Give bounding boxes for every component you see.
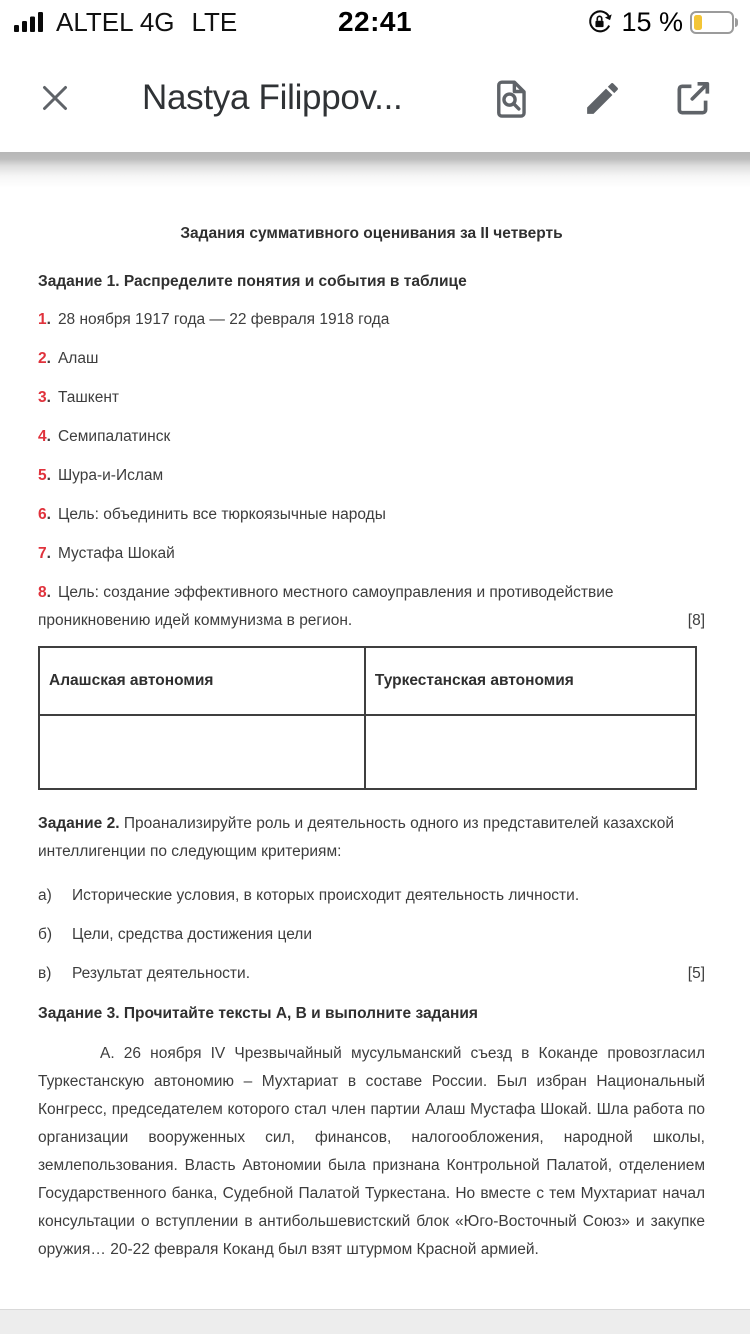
file-title: Nastya Filippov... [142, 78, 403, 117]
open-in-button[interactable] [672, 77, 714, 119]
close-icon [34, 77, 76, 119]
toolbar-shadow [0, 152, 750, 190]
task2-points: [5] [687, 964, 705, 982]
table-header-alash: Алашская автономия [39, 647, 365, 715]
list-item: 1. 28 ноября 1917 года — 22 февраля 1918 года [38, 311, 390, 328]
answer-table [38, 646, 697, 790]
list-item: 5. Шура-и-Ислам [38, 467, 164, 484]
close-button[interactable] [34, 77, 76, 119]
item-text: Ташкент [57, 389, 119, 406]
status-bar [0, 0, 750, 44]
item-text: Семипалатинск [57, 428, 171, 445]
list-item: 2. Алаш [38, 350, 99, 367]
criterion-row: а) Исторические условия, в которых происходит деятельность личности. [38, 882, 705, 910]
network-type-label: LTE [191, 6, 238, 37]
table-cell-empty [39, 715, 365, 789]
item-text: Цель: создание эффективного местного самоуправления и противодействие проникновению идей коммунизма в регион. [38, 584, 614, 629]
document-heading: Задания суммативного оценивания за II четверть [180, 225, 563, 242]
task2-heading: Задание 2. [38, 815, 120, 832]
list-item: 6. Цель: объединить все тюркоязычные народы [38, 506, 386, 523]
rotation-lock-icon [585, 8, 614, 37]
carrier-label: ALTEL 4G [56, 6, 175, 37]
open-in-new-icon [672, 77, 714, 119]
page-bottom-gutter [0, 1309, 750, 1334]
criterion-row: б) Цели, средства достижения цели [38, 921, 705, 949]
edit-button[interactable] [582, 78, 623, 119]
item-text: Цель: объединить все тюркоязычные народы [57, 506, 386, 523]
table-cell-empty [365, 715, 696, 789]
document-page [0, 220, 750, 1264]
criterion-text: Результат деятельности. [72, 964, 251, 982]
task1-heading: Задание 1. Распределите понятия и события в таблице [38, 273, 467, 290]
clock: 22:41 [337, 6, 413, 37]
table-header-turkestan: Туркестанская автономия [365, 647, 696, 715]
task2-paragraph [38, 810, 705, 866]
task1-item-list [38, 306, 705, 635]
list-item: 7. Мустафа Шокай [38, 545, 175, 562]
battery-icon [690, 11, 738, 34]
item-text: Мустафа Шокай [57, 545, 175, 562]
find-in-document-button[interactable] [490, 77, 533, 120]
criterion-text: Исторические условия, в которых происходит деятельность личности. [72, 886, 580, 904]
task2-intro: Проанализируйте роль и деятельность одного из представителей казахской интеллигенции по следующим критериям: [38, 815, 674, 860]
criterion-text: Цели, средства достижения цели [72, 925, 313, 943]
signal-strength-icon [14, 11, 47, 34]
list-item: 4. Семипалатинск [38, 428, 171, 445]
find-in-document-icon [490, 77, 533, 120]
task3-text-a: А. 26 ноября IV Чрезвычайный мусульманский съезд в Коканде провозгласил Туркестанскую автономию – Мухтариат в составе России. Был избран Национальный Конгресс, председателем которого стал член партии Алаш Мустафа Шокай. Шла работа по организации вооруженных сил, финансов, налогообложения, народной школы, землепользования. Власть Автономии была признана Контрольной Палатой, отделением Государственного банка, Судебной Палатой Туркестана. Но вместе с тем Мухтариат начал консультации о вступлении в антибольшевистский блок «Юго-Восточный Союз» и закупке оружия… 20-22 февраля Коканд был взят штурмом Красной армией. [38, 1044, 705, 1258]
item-text: Алаш [57, 350, 99, 367]
item-text: 28 ноября 1917 года — 22 февраля 1918 года [57, 311, 390, 328]
task1-points: [8] [687, 612, 705, 629]
app-toolbar [0, 44, 750, 152]
item-text: Шура-и-Ислам [57, 467, 164, 484]
edit-pencil-icon [582, 78, 623, 119]
list-item: 8. Цель: создание эффективного местного самоуправления и противодействие проникновению идей коммунизма в регион. [8] [38, 579, 705, 635]
task3-heading: Задание 3. Прочитайте тексты А, В и выполните задания [38, 1004, 478, 1022]
criterion-row: в) Результат деятельности. [5] [38, 960, 705, 988]
battery-percent: 15 % [621, 6, 683, 37]
list-item: 3. Ташкент [38, 389, 119, 406]
